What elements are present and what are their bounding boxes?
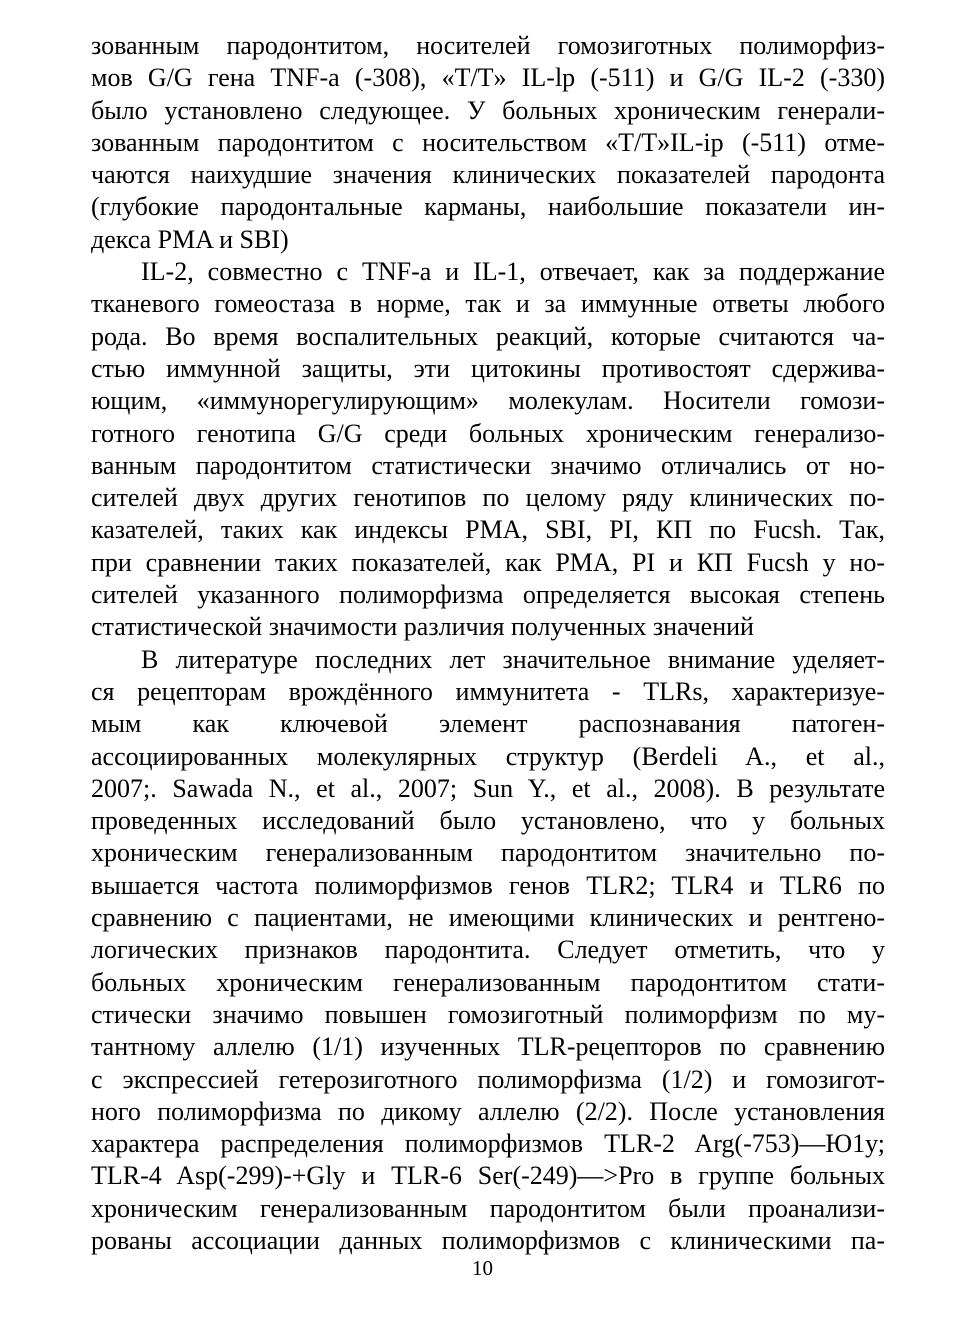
text-line: зованным пародонтитом, носителей гомозиготных полиморфиз- (91, 31, 885, 60)
text-line: логических признаков пародонтита. Следует отметить, что у (91, 935, 885, 965)
text-line: декса PMA и SBI) (91, 224, 289, 254)
text-line: было установлено следующее. У больных хроническим генерали- (91, 95, 885, 125)
page-number: 10 (472, 1256, 493, 1280)
text-line: мов G/G гена TNF-a (-308), «T/T» IL-lp (-511) и G/G IL-2 (-330) (91, 63, 885, 93)
text-line: зованным пародонтитом с носительством «T/T»IL-ip (-511) отме- (91, 127, 885, 157)
text-line: TLR-4 Asp(-299)-+Gly и TLR-6 Ser(-249)—>Pro в группе больных (91, 1161, 885, 1191)
text-line: сителей указанного полиморфизма определяется высокая степень (91, 580, 885, 610)
text-line: стически значимо повышен гомозиготный полиморфизм по му- (91, 999, 885, 1029)
text-line: хроническим генерализованным пародонтитом были проанализи- (91, 1193, 885, 1223)
text-line: тантному аллелю (1/1) изученных TLR-рецепторов по сравнению (91, 1032, 885, 1062)
text-line: вышается частота полиморфизмов генов TLR2; TLR4 и TLR6 по (91, 870, 885, 900)
text-line: тканевого гомеостаза в норме, так и за иммунные ответы любого (91, 289, 885, 319)
text-line: (глубокие пародонтальные карманы, наибольшие показатели ин- (91, 192, 885, 222)
text-line: казателей, таких как индексы PMA, SBI, PI, КП по Fucsh. Так, (91, 515, 885, 545)
text-line: с экспрессией гетерозиготного полиморфизма (1/2) и гомозигот- (91, 1064, 885, 1094)
text-line: мым как ключевой элемент распознавания патоген- (91, 709, 885, 739)
text-line: статистической значимости различия полученных значений (91, 612, 754, 642)
text-line: ванным пародонтитом статистически значимо отличались от но- (91, 450, 885, 480)
text-line: IL-2, совместно с TNF-a и IL-1, отвечает, как за поддержание (141, 257, 885, 287)
text-line: больных хроническим генерализованным пародонтитом стати- (91, 967, 885, 997)
text-line: рованы ассоциации данных полиморфизмов с клиническими па- (91, 1225, 885, 1255)
document-page (91, 30, 885, 1257)
text-line: чаются наихудшие значения клинических показателей пародонта (91, 160, 885, 190)
text-line: В литературе последних лет значительное внимание уделяет- (141, 644, 885, 674)
paragraph (91, 644, 885, 1258)
text-line: 2007;. Sawada N., et al., 2007; Sun Y., et al., 2008). В результате (91, 773, 885, 803)
text-line: проведенных исследований было установлено, что у больных (91, 806, 885, 836)
text-line: стью иммунной защиты, эти цитокины противостоят сдержива- (91, 353, 885, 383)
text-line: сравнению с пациентами, не имеющими клинических и рентгено- (91, 903, 885, 933)
text-line: ного полиморфизма по дикому аллелю (2/2). После установления (91, 1096, 885, 1126)
text-line: ющим, «иммунорегулирующим» молекулам. Носители гомози- (91, 386, 885, 416)
text-line: рода. Во время воспалительных реакций, которые считаются ча- (91, 321, 885, 351)
text-line: хроническим генерализованным пародонтитом значительно по- (91, 838, 885, 868)
text-line: ся рецепторам врождённого иммунитета - TLRs, характеризуе- (91, 676, 885, 706)
paragraph (91, 30, 885, 256)
text-line: ассоциированных молекулярных структур (Berdeli A., et al., (91, 741, 885, 771)
text-line: готного генотипа G/G среди больных хроническим генерализо- (91, 418, 885, 448)
text-line: характера распределения полиморфизмов TLR-2 Arg(-753)—Ю1у; (91, 1129, 885, 1159)
text-line: сителей двух других генотипов по целому ряду клинических по- (91, 483, 885, 513)
paragraph (91, 256, 885, 644)
text-line: при сравнении таких показателей, как PMA, PI и КП Fucsh у но- (91, 547, 885, 577)
